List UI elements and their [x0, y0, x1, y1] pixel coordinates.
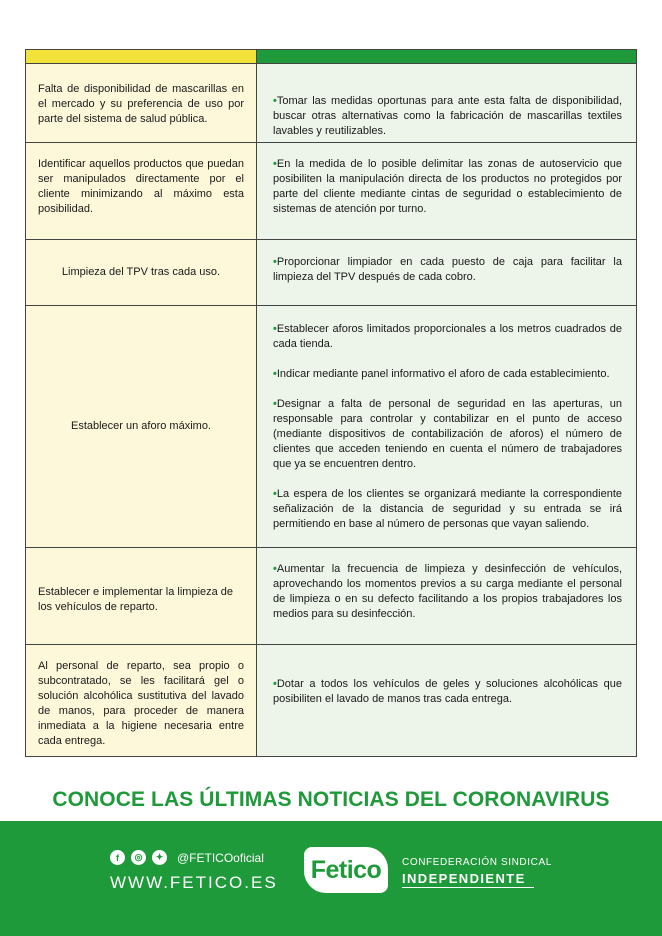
facebook-icon[interactable]: f	[110, 850, 125, 865]
bullet-icon: •	[273, 368, 277, 380]
social-handle[interactable]: @FETICOoficial	[177, 850, 264, 865]
measure-text: •Establecer aforos limitados proporcionales a los metros cuadrados de cada tienda.	[273, 323, 622, 350]
measure-cell	[257, 143, 636, 239]
table-header	[26, 50, 636, 64]
table-row	[26, 64, 636, 143]
measure-text: •La espera de los clientes se organizará mediante la correspondiente señalización de la distancia de seguridad y su entrada se irá permitiendo en base al número de personas que vayan saliendo.	[273, 488, 622, 530]
risk-cell	[26, 240, 257, 305]
bullet-icon: •	[273, 563, 277, 575]
header-yellow-bar	[26, 50, 257, 63]
risk-text: Establecer un aforo máximo.	[70, 420, 211, 432]
twitter-icon[interactable]: ✦	[152, 850, 167, 865]
risk-cell	[26, 64, 257, 142]
risk-text: Falta de disponibilidad de mascarillas en el mercado y su preferencia de uso por parte del sistema de salud pública.	[38, 83, 244, 125]
social-links	[110, 850, 264, 865]
bullet-icon: •	[273, 323, 277, 335]
bullet-icon: •	[273, 158, 277, 170]
bullet-icon: •	[273, 95, 277, 107]
measure-text: •Aumentar la frecuencia de limpieza y desinfección de vehículos, aprovechando los momentos previos a su carga mediante el personal de limpieza o en su defecto facilitando a los propios trabajadores los medios para su desinfección.	[273, 563, 622, 620]
instagram-icon[interactable]: ◎	[131, 850, 146, 865]
measure-text: •Designar a falta de personal de seguridad en las aperturas, un responsable para controlar y contabilizar en el punto de acceso (mediante dispositivos de contabilización de aforos) el número de clientes que acceden teniendo en cuenta el número de trabajadores que ya se encuentren dentro.	[273, 398, 622, 470]
table-row	[26, 240, 636, 306]
risk-cell	[26, 548, 257, 644]
measure-text: •Tomar las medidas oportunas para ante esta falta de disponibilidad, buscar otras alternativas como la fabricación de mascarillas textiles lavables y reutilizables.	[273, 95, 622, 137]
measure-cell	[257, 240, 636, 305]
measure-text: •Indicar mediante panel informativo el aforo de cada establecimiento.	[273, 368, 610, 380]
website-link[interactable]: WWW.FETICO.ES	[110, 873, 278, 892]
risk-cell	[26, 143, 257, 239]
risk-text: Identificar aquellos productos que puedan ser manipulados directamente por el cliente minimizando al máximo esta posibilidad.	[38, 158, 244, 215]
risk-cell	[26, 645, 257, 756]
bullet-icon: •	[273, 488, 277, 500]
measure-text: •Dotar a todos los vehículos de geles y soluciones alcohólicas que posibiliten el lavado de manos tras cada entrega.	[273, 678, 622, 705]
table-row	[26, 548, 636, 645]
measure-cell	[257, 548, 636, 644]
measures-table	[25, 49, 637, 757]
divider	[402, 887, 534, 888]
bullet-icon: •	[273, 678, 277, 690]
risk-text: Establecer e implementar la limpieza de los vehículos de reparto.	[38, 586, 234, 613]
fetico-logo: Fetico	[304, 847, 388, 893]
table-row	[26, 143, 636, 240]
measure-cell	[257, 64, 636, 142]
bullet-icon: •	[273, 256, 277, 268]
risk-text: Al personal de reparto, sea propio o subcontratado, se les facilitará gel o solución alcohólica sustitutiva del lavado de manos, para proceder de manera inmediata a la higiene necesaria entre cada entrega.	[38, 660, 244, 747]
measure-text: •En la medida de lo posible delimitar las zonas de autoservicio que posibiliten la manipulación directa de los productos no protegidos por parte del cliente mediante cintas de seguridad o establecimiento de sistemas de atención por turno.	[273, 158, 622, 215]
table-row	[26, 306, 636, 548]
table-row	[26, 645, 636, 756]
header-green-bar	[257, 50, 636, 63]
confederation-line-1: CONFEDERACIÓN SINDICAL	[402, 857, 552, 868]
measure-cell	[257, 306, 636, 547]
measure-text: •Proporcionar limpiador en cada puesto de caja para facilitar la limpieza del TPV después de cada cobro.	[273, 256, 622, 283]
confederation-line-2: INDEPENDIENTE	[402, 871, 526, 886]
risk-cell	[26, 306, 257, 547]
bullet-icon: •	[273, 398, 277, 410]
risk-text: Limpieza del TPV tras cada uso.	[61, 266, 221, 278]
news-headline: CONOCE LAS ÚLTIMAS NOTICIAS DEL CORONAVIRUS	[52, 788, 610, 811]
footer-banner	[0, 821, 662, 936]
measure-cell	[257, 645, 636, 756]
